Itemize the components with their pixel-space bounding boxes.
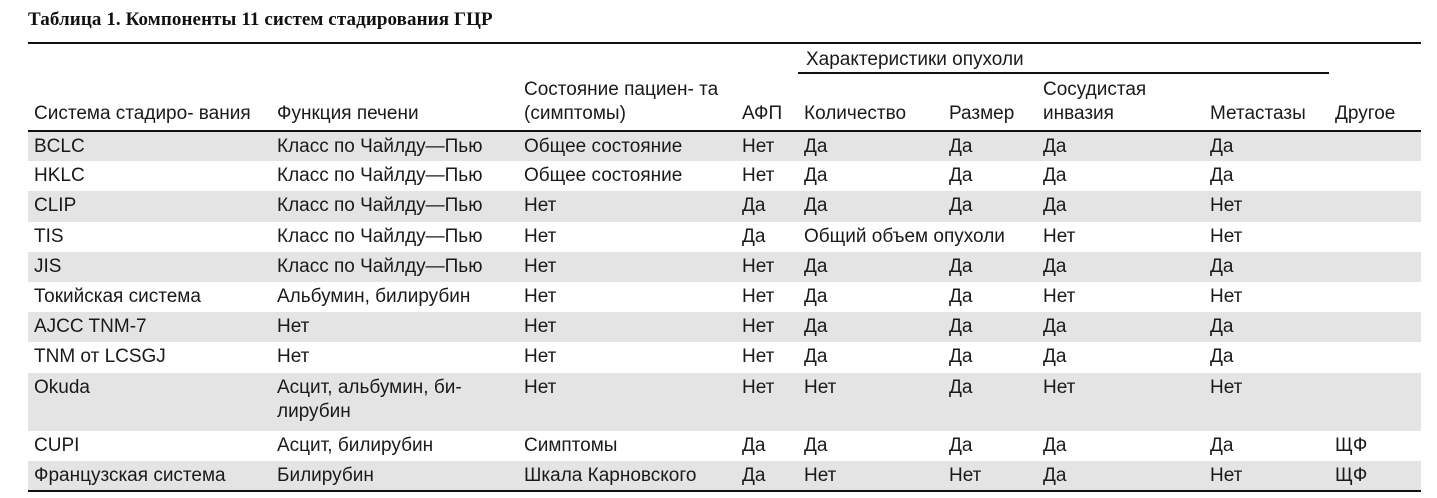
cell-size: Да bbox=[949, 316, 973, 338]
table-row bbox=[28, 342, 1421, 372]
cell-count: Да bbox=[804, 195, 828, 217]
cell-metastases: Да bbox=[1210, 165, 1234, 187]
cell-afp: Нет bbox=[742, 165, 775, 187]
cell-count: Да bbox=[804, 255, 828, 277]
table-row bbox=[28, 222, 1421, 252]
cell-metastases: Да bbox=[1210, 434, 1234, 456]
cell-afp: Да bbox=[742, 225, 766, 247]
cell-vascular: Да bbox=[1043, 346, 1067, 368]
cell-state: Нет bbox=[524, 316, 557, 338]
cell-afp: Нет bbox=[742, 346, 775, 368]
cell-vascular: Да bbox=[1043, 195, 1067, 217]
col-header-metastases: Метастазы bbox=[1204, 78, 1329, 131]
table-row bbox=[28, 282, 1421, 312]
table-row bbox=[28, 252, 1421, 282]
col-header-liver-function: Функция печени bbox=[271, 78, 518, 131]
cell-liver: Альбумин, билирубин bbox=[277, 285, 471, 307]
cell-size: Да bbox=[949, 376, 973, 398]
cell-afp: Да bbox=[736, 461, 798, 491]
cell-other bbox=[1329, 342, 1421, 372]
table-row bbox=[28, 373, 1421, 431]
cell-other bbox=[1329, 282, 1421, 312]
cell-afp: Нет bbox=[742, 316, 775, 338]
cell-system: CLIP bbox=[34, 195, 77, 217]
group-rule bbox=[798, 72, 1329, 74]
cell-vascular: Да bbox=[1043, 165, 1067, 187]
table-row bbox=[28, 131, 1421, 161]
cell-size: Да bbox=[949, 255, 973, 277]
cell-liver: Асцит, билирубин bbox=[277, 434, 434, 456]
cell-system: CUPI bbox=[34, 434, 80, 456]
cell-state: Шкала Карновского bbox=[518, 461, 736, 491]
cell-count: Да bbox=[804, 346, 828, 368]
cell-vascular: Да bbox=[1043, 255, 1067, 277]
cell-vascular: Нет bbox=[1043, 285, 1076, 307]
cell-count: Да bbox=[804, 316, 828, 338]
cell-afp: Да bbox=[742, 195, 766, 217]
cell-count: Да bbox=[804, 136, 828, 157]
cell-size: Да bbox=[949, 434, 973, 456]
cell-afp: Нет bbox=[742, 255, 775, 277]
cell-size: Да bbox=[949, 285, 973, 307]
cell-state: Нет bbox=[524, 376, 557, 398]
cell-count: Да bbox=[804, 165, 828, 187]
col-header-afp: АФП bbox=[736, 78, 798, 131]
cell-liver: Класс по Чайлду—Пью bbox=[277, 165, 483, 187]
cell-other bbox=[1329, 222, 1421, 252]
cell-other bbox=[1329, 373, 1421, 431]
cell-vascular: Нет bbox=[1043, 225, 1076, 247]
cell-system: BCLC bbox=[34, 136, 85, 157]
cell-other bbox=[1329, 312, 1421, 342]
col-header-other: Другое bbox=[1329, 78, 1421, 131]
cell-state: Симптомы bbox=[524, 434, 618, 456]
cell-vascular: Да bbox=[1043, 136, 1067, 157]
cell-system: AJCC TNM-7 bbox=[34, 316, 147, 338]
cell-system: JIS bbox=[34, 255, 62, 277]
cell-metastases: Да bbox=[1210, 316, 1234, 338]
col-header-patient-state: Состояние пациен- та (симптомы) bbox=[518, 78, 736, 131]
cell-other bbox=[1329, 191, 1421, 221]
cell-metastases: Нет bbox=[1210, 376, 1243, 398]
cell-afp: Да bbox=[742, 434, 766, 456]
cell-metastases: Нет bbox=[1210, 195, 1243, 217]
cell-system: TIS bbox=[34, 225, 64, 247]
cell-liver: Класс по Чайлду—Пью bbox=[277, 195, 483, 217]
cell-vascular: Нет bbox=[1043, 376, 1076, 398]
cell-system: Французская система bbox=[28, 461, 271, 491]
cell-metastases: Да bbox=[1210, 346, 1234, 368]
cell-vascular: Да bbox=[1043, 316, 1067, 338]
cell-count: Нет bbox=[804, 376, 837, 398]
cell-metastases: Нет bbox=[1204, 461, 1329, 491]
cell-other bbox=[1329, 161, 1421, 191]
cell-other bbox=[1329, 252, 1421, 282]
cell-count: Да bbox=[804, 285, 828, 307]
staging-systems-table bbox=[28, 78, 1421, 492]
cell-other: ЩФ bbox=[1329, 461, 1421, 491]
cell-metastases: Нет bbox=[1210, 225, 1243, 247]
cell-state: Нет bbox=[524, 195, 557, 217]
cell-liver: Нет bbox=[277, 346, 310, 368]
cell-count: Да bbox=[804, 434, 828, 456]
cell-state: Нет bbox=[524, 255, 557, 277]
cell-metastases: Да bbox=[1210, 136, 1234, 157]
cell-state: Общее состояние bbox=[524, 165, 683, 187]
cell-system: Токийская система bbox=[34, 285, 201, 307]
header-row bbox=[28, 78, 1421, 131]
table-row bbox=[28, 461, 1421, 491]
cell-size: Да bbox=[949, 165, 973, 187]
table-row bbox=[28, 431, 1421, 461]
cell-vascular: Да bbox=[1037, 461, 1204, 491]
cell-size: Да bbox=[949, 136, 973, 157]
cell-liver: Класс по Чайлду—Пью bbox=[277, 255, 483, 277]
cell-vascular: Да bbox=[1043, 434, 1067, 456]
cell-state: Нет bbox=[524, 346, 557, 368]
col-header-count: Количество bbox=[798, 78, 943, 131]
cell-state: Нет bbox=[524, 225, 557, 247]
col-header-system: Система стадиро- вания bbox=[28, 78, 271, 131]
cell-count: Нет bbox=[798, 461, 943, 491]
cell-metastases: Нет bbox=[1210, 285, 1243, 307]
cell-state: Нет bbox=[524, 285, 557, 307]
cell-afp: Нет bbox=[742, 285, 775, 307]
cell-system: Okuda bbox=[34, 376, 90, 398]
cell-afp: Нет bbox=[742, 136, 775, 157]
tumor-characteristics-header: Характеристики опухоли bbox=[806, 49, 1024, 70]
cell-count-size-merged: Общий объем опухоли bbox=[804, 225, 1005, 247]
cell-other: ЩФ bbox=[1335, 434, 1368, 456]
cell-liver: Нет bbox=[277, 316, 310, 338]
col-header-size: Размер bbox=[943, 78, 1037, 131]
cell-liver: Билирубин bbox=[271, 461, 518, 491]
cell-liver: Асцит, альбумин, би- лирубин bbox=[277, 376, 462, 422]
cell-metastases: Да bbox=[1210, 255, 1234, 277]
cell-size: Да bbox=[949, 195, 973, 217]
table-row bbox=[28, 191, 1421, 221]
top-rule bbox=[28, 42, 1421, 44]
cell-state: Общее состояние bbox=[524, 136, 683, 157]
cell-size: Да bbox=[949, 346, 973, 368]
cell-liver: Класс по Чайлду—Пью bbox=[277, 225, 483, 247]
table-row bbox=[28, 161, 1421, 191]
cell-afp: Нет bbox=[742, 376, 775, 398]
cell-liver: Класс по Чайлду—Пью bbox=[277, 136, 483, 157]
cell-system: HKLC bbox=[34, 165, 85, 187]
col-header-vascular-invasion: Сосудистая инвазия bbox=[1037, 78, 1204, 131]
cell-other bbox=[1329, 131, 1421, 161]
cell-size: Нет bbox=[943, 461, 1037, 491]
cell-system: TNM от LCSGJ bbox=[34, 346, 166, 368]
table-title: Таблица 1. Компоненты 11 систем стадирования ГЦР bbox=[28, 9, 493, 30]
table-row bbox=[28, 312, 1421, 342]
